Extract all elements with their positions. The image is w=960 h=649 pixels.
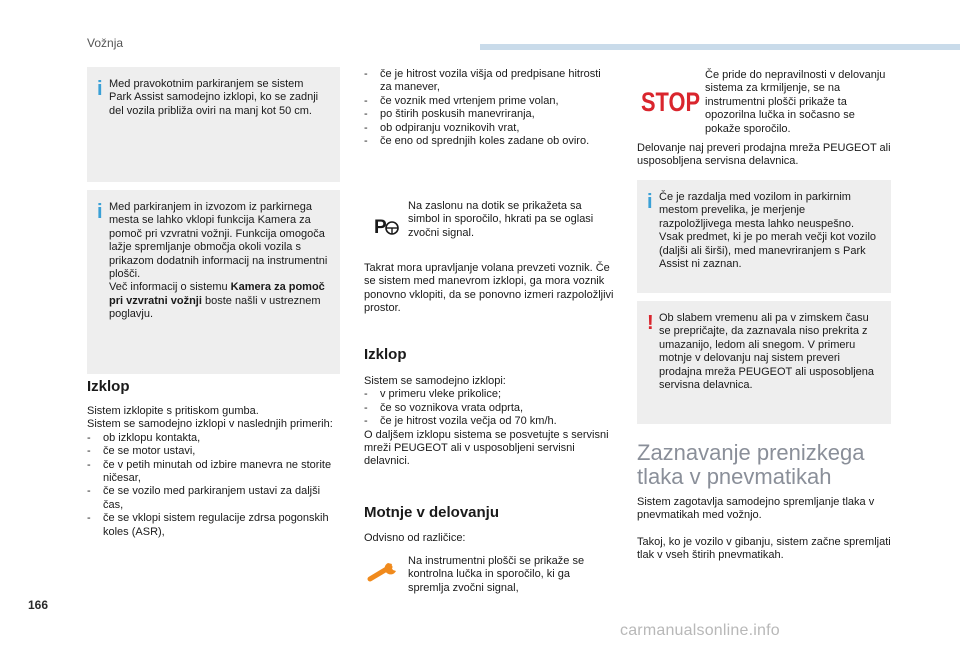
list-item: - če so voznikova vrata odprta,	[364, 402, 614, 415]
info-marker-icon: i	[97, 201, 103, 223]
info-note-distance	[637, 180, 891, 293]
page-number: 166	[28, 598, 49, 612]
section-title: Vožnja	[87, 36, 124, 50]
info-note-text: Med pravokotnim parkiranjem se sistem Park Assist samodejno izklopi, ko se zadnji del vozila približa oviri na manj kot 50 cm.	[109, 78, 319, 117]
izklop-list-2	[364, 388, 614, 428]
stop-warning-icon	[641, 84, 701, 116]
tpms-paragraph-1: Sistem zagotavlja samodejno spremljanje tlaka v pnevmatikah med vožnjo.	[637, 496, 875, 522]
list-item: - če voznik med vrtenjem prime volan,	[364, 95, 614, 108]
list-item: - po štirih poskusih manevriranja,	[364, 108, 614, 121]
list-item: - če eno od sprednjih koles zadane ob oviro.	[364, 135, 614, 148]
warning-note-weather	[637, 301, 891, 424]
list-item: - v primeru vleke prikolice;	[364, 388, 614, 401]
tpms-paragraph-2: Takoj, ko je vozilo v gibanju, sistem začne spremljati tlak v vseh štirih pnevmatikah.	[637, 536, 891, 562]
list-item: - ob izklopu kontakta,	[87, 432, 337, 445]
tpms-heading: Zaznavanje prenizkega tlaka v pnevmatikah	[637, 440, 865, 489]
motnje-intro: Odvisno od različice:	[364, 532, 466, 544]
info-marker-icon: i	[97, 78, 103, 100]
list-item: - če je hitrost vozila višja od predpisane hitrosti za manever,	[364, 68, 614, 95]
svg-text:P: P	[374, 217, 387, 238]
wrench-warning-icon	[366, 558, 402, 584]
deactivation-list	[364, 68, 614, 148]
park-paragraph: Takrat mora upravljanje volana prevzeti voznik. Če se sistem med manevrom izklopi, ga mora voznik ponovno vklopiti, da se ponovno izmeri razpoložljivi prostor.	[364, 262, 614, 315]
watermark: carmanualsonline.info	[620, 622, 780, 639]
izklop-body-1	[87, 405, 337, 539]
motnje-heading: Motnje v delovanju	[364, 504, 500, 521]
izklop-heading-1: Izklop	[87, 378, 130, 395]
info-note-parking	[87, 67, 340, 182]
izklop-intro-auto: Sistem se samodejno izklopi:	[364, 375, 506, 387]
wrench-icon-text: Na instrumentni plošči se prikaže se kontrolna lučka in sporočilo, ki ga spremlja zvočni signal,	[408, 555, 585, 594]
izklop-intro-2: Sistem se samodejno izklopi v naslednjih primerih:	[87, 418, 333, 431]
izklop-heading-2: Izklop	[364, 346, 407, 363]
warning-note-text: Ob slabem vremenu ali pa v zimskem času se prepričajte, da zaznavala niso prekrita z umazanijo, ledom ali snegom. V primeru motnje v delovanju naj sistem preveri prodajna mreža PEUGEOT ali usposobljena servisna delavnica.	[659, 312, 875, 392]
warning-marker-icon: !	[647, 312, 654, 334]
stop-icon-text: Če pride do nepravilnosti v delovanju sistema za krmiljenje, se na instrumentni plošči prikaže ta opozorilna lučka in sočasno se pokaže sporočilo.	[705, 69, 886, 135]
park-icon-text: Na zaslonu na dotik se prikažeta sa simbol in sporočilo, hkrati pa se oglasi zvočni signal.	[408, 200, 594, 239]
list-item: - če je hitrost vozila večja od 70 km/h.	[364, 415, 614, 428]
izklop-outro: O daljšem izklopu sistema se posvetujte s servisni mreži PEUGEOT ali v usposobljeni servisni delavnici.	[364, 428, 609, 468]
info-note-camera	[87, 190, 340, 374]
list-item: - če v petih minutah od izbire manevra ne storite ničesar,	[87, 459, 337, 486]
park-assist-icon	[372, 214, 400, 238]
camera-feature-name: Kamera za pomoč pri vzvratni vožnji	[109, 281, 325, 307]
camera-note-text: Med parkiranjem in izvozom iz parkirnega mesta se lahko vklopi funkcija Kamera za pomoč pri vzvratni vožnji. Funkcija omogoča lažje spremljanje območja okoli vozila s prikazom dodatnih informacij na instrumentni plošči.	[109, 201, 328, 281]
info-note-text: Če je razdalja med vozilom in parkirnim mestom prevelika, je merjenje razpoložljivega mesta lahko neuspešno. Vsak predmet, ki je po merah večji kot vozilo (daljši ali širši), med manevriranjem s Park Assist ni zaznan.	[659, 191, 877, 271]
stop-paragraph: Delovanje naj preveri prodajna mreža PEUGEOT ali usposobljena servisna delavnica.	[637, 142, 891, 168]
header-bar	[480, 44, 960, 50]
izklop-list-1	[87, 432, 337, 539]
list-item: - če se motor ustavi,	[87, 445, 337, 458]
list-item: - če se vklopi sistem regulacije zdrsa pogonskih koles (ASR),	[87, 512, 337, 539]
izklop-body-2	[364, 375, 614, 469]
stop-label: STOP	[641, 87, 700, 117]
list-item: - ob odpiranju voznikovih vrat,	[364, 122, 614, 135]
izklop-intro-1: Sistem izklopite s pritiskom gumba.	[87, 405, 259, 417]
camera-note-ref: Več informacij o sistemu Kamera za pomoč pri vzvratni vožnji boste našli v ustreznem poglavju.	[109, 281, 325, 321]
info-marker-icon: i	[647, 191, 653, 213]
list-item: - če se vozilo med parkiranjem ustavi za daljši čas,	[87, 485, 337, 512]
